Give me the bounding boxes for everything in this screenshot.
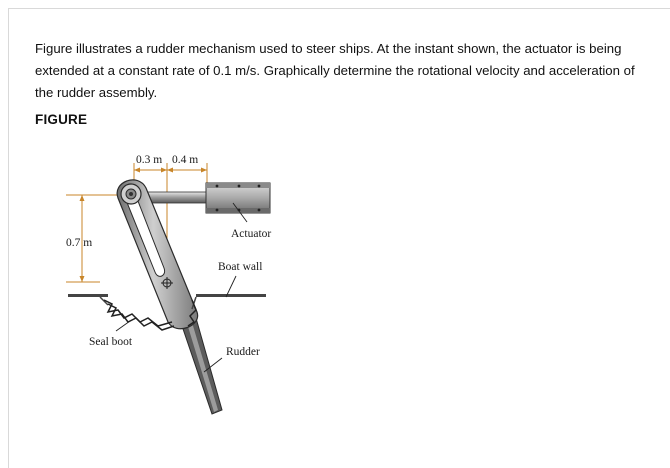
rudder-label: Rudder — [226, 346, 260, 358]
dimension-label-0.4m: 0.4 m — [172, 154, 199, 166]
problem-statement: Figure illustrates a rudder mechanism used to steer ships. At the instant shown, the actuator is being extended at a constant rate of 0.1 m/s. Graphically determine the rotational velocity and acceleration of the rudder assembly. — [35, 41, 635, 100]
actuator-label: Actuator — [231, 228, 272, 240]
figure-heading: FIGURE — [35, 112, 88, 127]
pin-joint — [121, 184, 141, 204]
seal-boot-label: Seal boot — [89, 336, 133, 348]
rudder-shaft — [180, 318, 222, 414]
boat-wall-label: Boat wall — [218, 261, 263, 273]
dimension-label-0.7m: 0.7 m — [66, 237, 93, 249]
actuator-cylinder — [206, 183, 270, 213]
dimension-label-0.3m: 0.3 m — [136, 154, 163, 166]
